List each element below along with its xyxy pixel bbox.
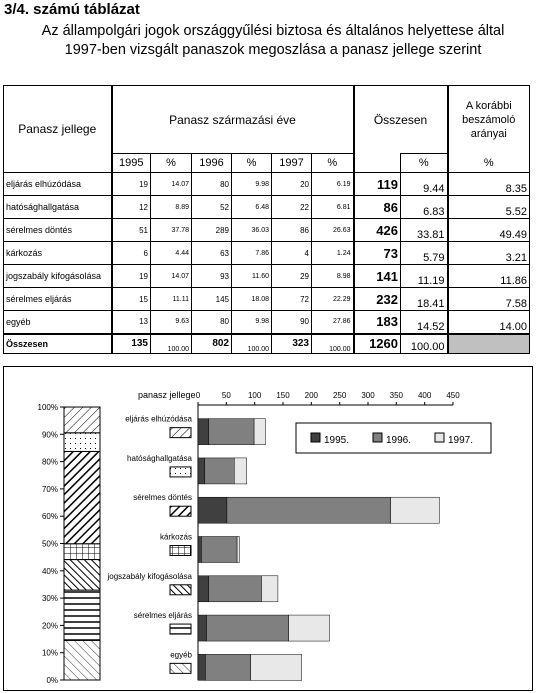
data-table xyxy=(3,85,530,354)
bar-segment xyxy=(198,654,205,680)
cell-1995: 15 xyxy=(112,288,151,311)
table-row xyxy=(4,265,530,288)
bar-segment xyxy=(289,615,330,641)
header-1996: 1996 xyxy=(192,154,232,173)
cell-pct-total: 33.81 xyxy=(401,219,448,242)
header-previous-line-1: A korábbi xyxy=(465,99,512,112)
total-count: 1260 xyxy=(354,334,401,354)
cell-pct-total: 5.79 xyxy=(401,242,448,265)
total-1995: 135 xyxy=(112,334,151,354)
bar-segment xyxy=(198,537,201,563)
category-swatch xyxy=(170,585,191,595)
stack-tick-label: 30% xyxy=(41,594,58,604)
stack-tick-label: 100% xyxy=(37,403,58,412)
stack-segment xyxy=(64,407,100,433)
cell-pct-1997: 6.81 xyxy=(312,196,354,219)
stack-segment xyxy=(64,433,100,452)
stack-tick-label: 50% xyxy=(41,539,58,549)
total-label: Összesen xyxy=(4,334,112,354)
header-pct-1996: % xyxy=(232,154,272,173)
header-pct-1995: % xyxy=(151,154,192,173)
cell-1997: 29 xyxy=(272,265,312,288)
document-title: 3/4. számú táblázat xyxy=(4,1,140,18)
bar-segment xyxy=(198,576,209,602)
cell-total: 119 xyxy=(354,173,401,196)
stack-tick-label: 20% xyxy=(41,621,58,631)
cell-1996: 63 xyxy=(192,242,232,265)
table-row xyxy=(4,242,530,265)
cell-pct-1997: 1.24 xyxy=(312,242,354,265)
header-type: Panasz jellege xyxy=(4,86,112,173)
cell-pct-1995: 37.78 xyxy=(151,219,192,242)
cell-total: 183 xyxy=(354,311,401,334)
header-previous xyxy=(448,86,530,154)
legend-swatch xyxy=(311,433,320,442)
cell-pct-1995: 4.44 xyxy=(151,242,192,265)
cell-pct-1995: 14.07 xyxy=(151,265,192,288)
bar-tick-label: 200 xyxy=(304,391,319,400)
cell-1995: 13 xyxy=(112,311,151,334)
bar-segment xyxy=(251,654,302,680)
stack-segment xyxy=(64,544,100,560)
cell-pct-1996: 9.98 xyxy=(232,311,272,334)
cell-1996: 289 xyxy=(192,219,232,242)
bar-segment xyxy=(237,537,239,563)
total-pct-1996: 100.00 xyxy=(232,334,272,354)
cell-1996: 80 xyxy=(192,311,232,334)
cell-1997: 4 xyxy=(272,242,312,265)
total-pct-1995: 100.00 xyxy=(151,334,192,354)
legend-swatch xyxy=(373,433,382,442)
category-swatch xyxy=(170,467,191,477)
cell-label: sérelmes eljárás xyxy=(4,288,112,311)
legend-label: 1995. xyxy=(324,435,350,446)
cell-pct-1996: 36.03 xyxy=(232,219,272,242)
table-row xyxy=(4,173,530,196)
total-pct: 100.00 xyxy=(401,334,448,354)
bar-segment xyxy=(205,654,250,680)
document-subtitle xyxy=(0,22,546,60)
cell-1995: 6 xyxy=(112,242,151,265)
bar-segment xyxy=(254,419,265,445)
category-label: sérelmes döntés xyxy=(133,493,192,503)
table-row xyxy=(4,288,530,311)
chart-svg xyxy=(4,367,532,690)
cell-total: 73 xyxy=(354,242,401,265)
cell-pct-1997: 6.19 xyxy=(312,173,354,196)
cell-label: kárkozás xyxy=(4,242,112,265)
cell-1995: 12 xyxy=(112,196,151,219)
bar-segment xyxy=(209,419,254,445)
cell-1997: 72 xyxy=(272,288,312,311)
cell-previous: 3.21 xyxy=(448,242,530,265)
header-pct-total: % xyxy=(401,154,448,173)
cell-1997: 86 xyxy=(272,219,312,242)
category-label: sérelmes eljárás xyxy=(133,611,192,621)
total-previous-empty xyxy=(448,334,530,354)
cell-pct-1997: 27.86 xyxy=(312,311,354,334)
legend-label: 1996. xyxy=(386,435,412,446)
cell-previous: 8.35 xyxy=(448,173,530,196)
stack-tick-label: 90% xyxy=(41,430,58,440)
bar-segment xyxy=(227,497,391,523)
cell-pct-1996: 18.08 xyxy=(232,288,272,311)
cell-1997: 90 xyxy=(272,311,312,334)
category-swatch xyxy=(170,663,191,673)
bar-segment xyxy=(198,458,205,484)
stack-tick-label: 40% xyxy=(41,566,58,576)
category-label: kárkozás xyxy=(159,532,192,542)
header-previous-line-2: beszámoló xyxy=(462,113,516,126)
chart-panel xyxy=(3,366,533,691)
category-swatch xyxy=(170,624,191,634)
bar-segment xyxy=(391,497,440,523)
total-pct-1997: 100.00 xyxy=(312,334,354,354)
total-1997: 323 xyxy=(272,334,312,354)
header-total: Összesen xyxy=(354,86,448,154)
cell-1995: 19 xyxy=(112,173,151,196)
stack-tick-label: 80% xyxy=(41,457,58,467)
category-swatch xyxy=(170,506,191,516)
bar-tick-label: 100 xyxy=(247,391,262,400)
cell-pct-1996: 11.60 xyxy=(232,265,272,288)
cell-pct-1996: 9.98 xyxy=(232,173,272,196)
cell-pct-1997: 26.63 xyxy=(312,219,354,242)
stack-segment xyxy=(64,560,100,591)
cell-pct-total: 18.41 xyxy=(401,288,448,311)
cell-total: 426 xyxy=(354,219,401,242)
cell-1997: 22 xyxy=(272,196,312,219)
cell-pct-1995: 9.63 xyxy=(151,311,192,334)
subtitle-line-2: 1997-ben vizsgált panaszok megoszlása a panasz jellege szerint xyxy=(64,42,482,58)
cell-pct-1996: 7.86 xyxy=(232,242,272,265)
bar-segment xyxy=(198,419,209,445)
cell-pct-total: 14.52 xyxy=(401,311,448,334)
cell-pct-1997: 8.98 xyxy=(312,265,354,288)
stack-segment xyxy=(64,590,100,640)
bar-segment xyxy=(207,615,289,641)
header-1995: 1995 xyxy=(112,154,151,173)
cell-1996: 80 xyxy=(192,173,232,196)
bar-segment xyxy=(198,615,207,641)
cell-previous: 14.00 xyxy=(448,311,530,334)
cell-total: 86 xyxy=(354,196,401,219)
category-swatch xyxy=(170,546,191,556)
cell-previous: 7.58 xyxy=(448,288,530,311)
cell-label: sérelmes döntés xyxy=(4,219,112,242)
table-row xyxy=(4,219,530,242)
horizontal-bar-chart xyxy=(107,390,492,680)
cell-label: egyéb xyxy=(4,311,112,334)
bar-segment xyxy=(205,458,234,484)
category-label: egyéb xyxy=(170,650,192,660)
stacked-100-chart xyxy=(38,403,100,685)
bar-segment xyxy=(201,537,237,563)
category-swatch xyxy=(170,428,191,438)
bar-tick-label: 150 xyxy=(276,391,290,400)
cell-label: jogszabály kifogásolása xyxy=(4,265,112,288)
bar-segment xyxy=(234,458,246,484)
bar-segment xyxy=(209,576,262,602)
header-previous-line-3: arányai xyxy=(470,127,507,140)
bar-segment xyxy=(261,576,277,602)
stack-segment xyxy=(64,451,100,543)
cell-previous: 49.49 xyxy=(448,219,530,242)
bar-tick-label: 450 xyxy=(446,391,460,400)
bar-tick-label: 0 xyxy=(195,391,201,400)
cell-pct-1997: 22.29 xyxy=(312,288,354,311)
cell-total: 141 xyxy=(354,265,401,288)
cell-1997: 20 xyxy=(272,173,312,196)
bar-tick-label: 350 xyxy=(389,391,404,400)
cell-pct-total: 9.44 xyxy=(401,173,448,196)
header-1997: 1997 xyxy=(272,154,312,173)
cell-label: eljárás elhúzódása xyxy=(4,173,112,196)
header-total-spacer xyxy=(354,154,401,173)
header-year: Panasz származási éve xyxy=(112,86,354,154)
cell-1995: 51 xyxy=(112,219,151,242)
cell-pct-1995: 8.89 xyxy=(151,196,192,219)
category-label: eljárás elhúzódása xyxy=(125,414,192,424)
stack-segment xyxy=(64,640,100,680)
cell-1995: 19 xyxy=(112,265,151,288)
header-pct-1997: % xyxy=(312,154,354,173)
stack-tick-label: 60% xyxy=(41,512,58,522)
total-1996: 802 xyxy=(192,334,232,354)
bar-axis-label: panasz jellege xyxy=(138,390,196,400)
bar-segment xyxy=(198,497,227,523)
subtitle-line-1: Az állampolgári jogok országgyűlési biztosa és általános helyettese által xyxy=(41,23,505,39)
cell-previous: 5.52 xyxy=(448,196,530,219)
header-pct-previous: % xyxy=(448,154,530,173)
cell-pct-1995: 14.07 xyxy=(151,173,192,196)
bar-tick-label: 50 xyxy=(221,391,231,400)
bar-tick-label: 300 xyxy=(361,391,375,400)
stack-tick-label: 0% xyxy=(46,676,58,685)
cell-pct-1995: 11.11 xyxy=(151,288,192,311)
cell-pct-1996: 6.48 xyxy=(232,196,272,219)
category-label: hatósághallgatása xyxy=(127,453,192,463)
table-row xyxy=(4,311,530,334)
cell-previous: 11.86 xyxy=(448,265,530,288)
legend-label: 1997. xyxy=(448,435,474,446)
cell-1996: 93 xyxy=(192,265,232,288)
cell-1996: 145 xyxy=(192,288,232,311)
bar-tick-label: 400 xyxy=(417,391,432,400)
stack-tick-label: 10% xyxy=(41,648,58,658)
cell-total: 232 xyxy=(354,288,401,311)
stack-tick-label: 70% xyxy=(41,484,58,494)
cell-pct-total: 6.83 xyxy=(401,196,448,219)
cell-pct-total: 11.19 xyxy=(401,265,448,288)
bar-tick-label: 250 xyxy=(332,391,347,400)
category-label: jogszabály kifogásolása xyxy=(107,571,192,581)
table-row xyxy=(4,196,530,219)
cell-1996: 52 xyxy=(192,196,232,219)
cell-label: hatósághallgatása xyxy=(4,196,112,219)
legend-swatch xyxy=(435,433,444,442)
